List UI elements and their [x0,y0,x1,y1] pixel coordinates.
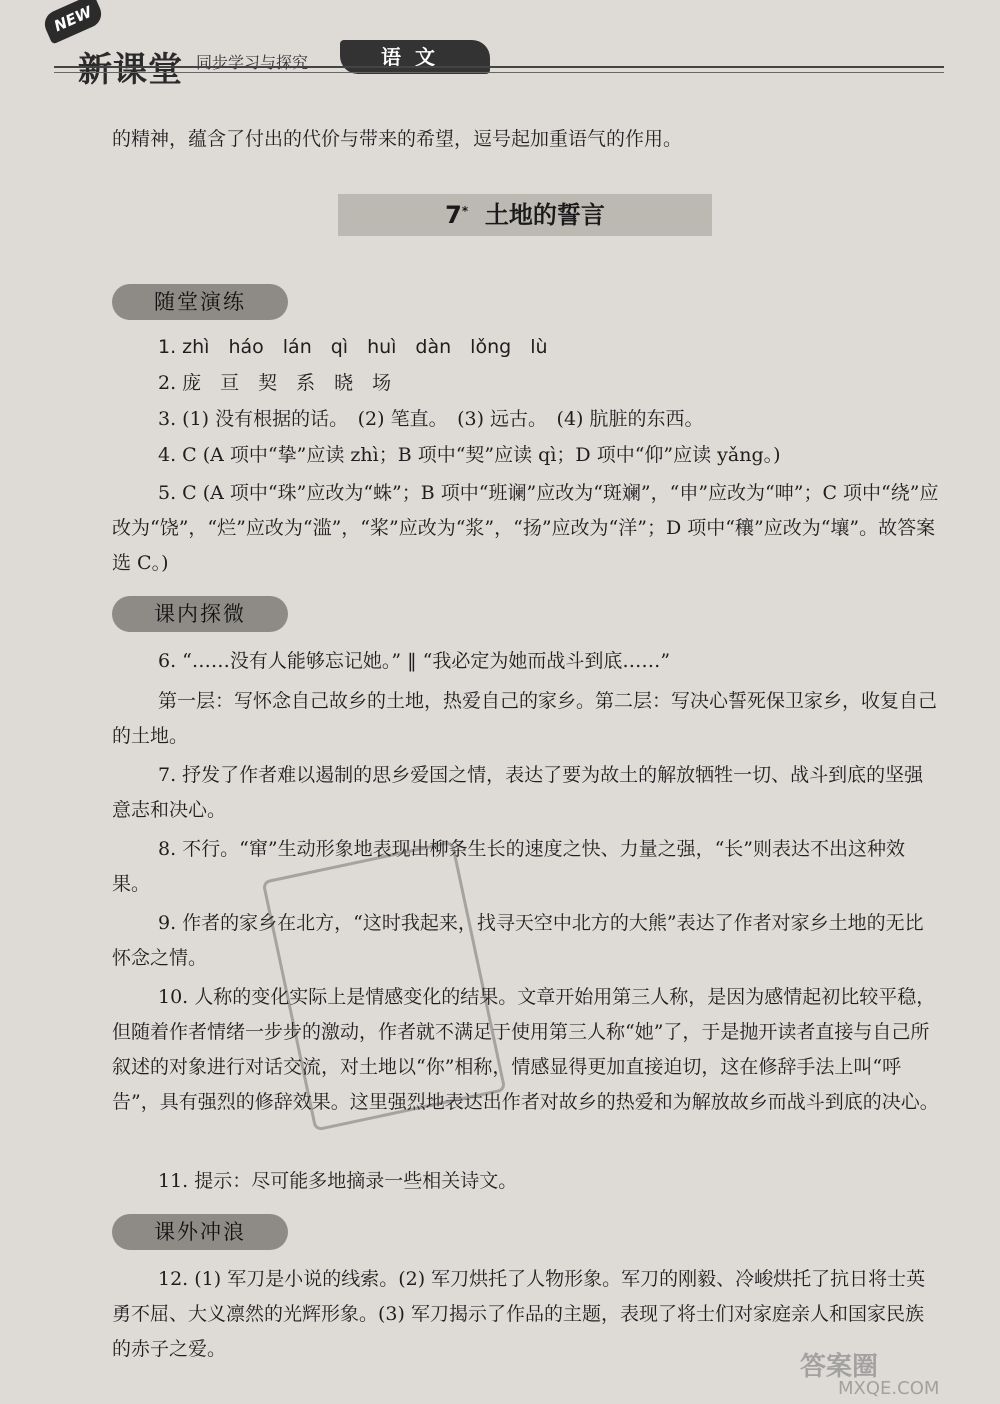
section-label-practice: 随堂演练 [112,284,288,320]
intro-line: 的精神，蕴含了付出的代价与带来的希望，逗号起加重语气的作用。 [112,128,683,150]
answer-6a: 6. “……没有人能够忘记她。” ‖ “我必定为她而战斗到底……” [158,650,671,672]
lesson-mark: * [461,204,469,218]
answer-4: 4. C (A 项中“挚”应读 zhì；B 项中“契”应读 qì；D 项中“仰”应读 yǎng。) [158,444,781,466]
lesson-number: 7 [445,201,462,229]
brand-subtitle: 同步学习与探究 [196,53,309,72]
answer-3: 3. (1) 没有根据的话。 (2) 笔直。 (3) 远古。 (4) 肮脏的东西。 [158,408,704,430]
lesson-title-text: 土地的誓言 [484,201,605,229]
header-divider [54,66,944,68]
page-header [0,0,1000,100]
lesson-title [338,194,712,236]
answer-6b: 第一层：写怀念自己故乡的土地，热爱自己的家乡。第二层：写决心誓死保卫家乡，收复自己的土地。 [112,690,938,747]
answer-1: 1. zhì háo lán qì huì dàn lǒng lù [158,336,548,358]
answer-8: 8. 不行。“窜”生动形象地表现出柳条生长的速度之快、力量之强，“长”则表达不出这种效果。 [112,838,906,895]
answer-12: 12. (1) 军刀是小说的线索。(2) 军刀烘托了人物形象。军刀的刚毅、冷峻烘托了抗日将士英勇不屈、大义凛然的光辉形象。(3) 军刀揭示了作品的主题，表现了将士们对家庭亲人和国家民族的赤子之爱。 [112,1268,926,1360]
answer-11: 11. 提示：尽可能多地摘录一些相关诗文。 [158,1170,518,1192]
answer-2: 2. 庞 亘 契 系 晓 场 [158,372,392,394]
brand-logo: 新课堂 [78,50,183,90]
subject-tab: 语文 [340,40,490,74]
answer-5: 5. C (A 项中“珠”应改为“蛛”；B 项中“班谰”应改为“斑斓”，“申”应改为“呻”；C 项中“绕”应改为“饶”，“烂”应改为“滥”，“桨”应改为“浆”，“扬”应改为“洋”；D 项中“穰”应改为“壤”。故答案选 C。) [112,482,939,574]
answer-10: 10. 人称的变化实际上是情感变化的结果。文章开始用第三人称，是因为感情起初比较平稳，但随着作者情绪一步步的激动，作者就不满足于使用第三人称“她”了，于是抛开读者直接与自己所叙述的对象进行对话交流，对土地以“你”相称，情感显得更加直接迫切，这在修辞手法上叫“呼告”，具有强烈的修辞效果。这里强烈地表达出作者对故乡的热爱和为解放故乡而战斗到底的决心。 [112,986,939,1113]
answer-7: 7. 抒发了作者难以遏制的思乡爱国之情，表达了要为故土的解放牺牲一切、战斗到底的坚强意志和决心。 [112,764,924,821]
section-label-extra: 课外冲浪 [112,1214,288,1250]
header-divider-thin [54,72,944,73]
answer-9: 9. 作者的家乡在北方，“这时我起来，找寻天空中北方的大熊”表达了作者对家乡土地的无比怀念之情。 [112,912,924,969]
watermark-url: MXQE.COM [838,1378,940,1399]
watermark-text: 答案圈 [800,1352,879,1382]
section-label-inclass: 课内探微 [112,596,288,632]
new-badge: NEW [40,0,105,44]
